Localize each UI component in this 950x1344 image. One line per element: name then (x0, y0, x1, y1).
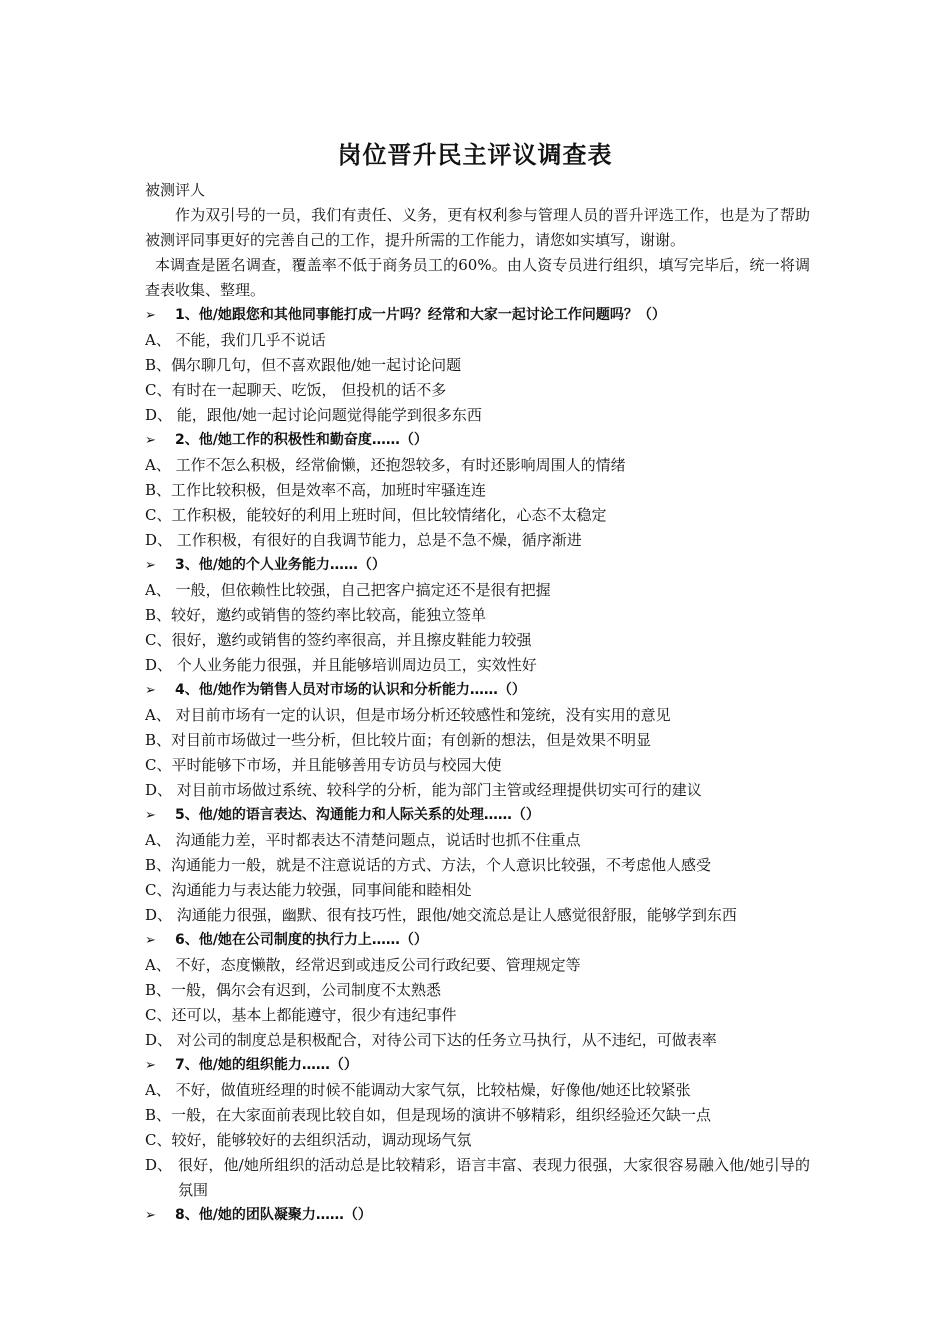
question-2 (145, 428, 810, 453)
page-title: 岗位晋升民主评议调查表 (337, 141, 613, 169)
subject-label: 被测评人 (145, 181, 206, 199)
option: B、一般，偶尔会有迟到，公司制度不太熟悉 (145, 981, 442, 999)
option: A、 一般，但依赖性比较强，自己把客户搞定还不是很有把握 (145, 581, 551, 599)
question-text: 1、他/她跟您和其他同事能打成一片吗？经常和大家一起讨论工作问题吗？（） (175, 307, 666, 323)
arrow-bullet-icon: ➢ (145, 558, 156, 573)
question-text: 6、他/她在公司制度的执行力上……（） (175, 932, 428, 948)
option: C、较好，能够较好的去组织活动，调动现场气氛 (145, 1131, 472, 1149)
survey-content (145, 178, 810, 1228)
intro-paragraph: 作为双引号的一员，我们有责任、义务，更有权利参与管理人员的晋升评选工作，也是为了帮助被测评同事更好的完善自己的工作，提升所需的工作能力，请您如实填写，谢谢。 (145, 206, 810, 249)
question-text: 3、他/她的个人业务能力……（） (175, 557, 386, 573)
option: A、 不好，态度懒散，经常迟到或违反公司行政纪要、管理规定等 (145, 956, 581, 974)
option-text: 很好，他/她所组织的活动总是比较精彩，语言丰富、表现力很强，大家很容易融入他/她引导的氛围 (178, 1156, 810, 1199)
question-text: 2、他/她工作的积极性和勤奋度……（） (175, 432, 428, 448)
option: C、还可以，基本上都能遵守，很少有违纪事件 (145, 1006, 457, 1024)
arrow-bullet-icon: ➢ (145, 808, 156, 823)
option: C、平时能够下市场，并且能够善用专访员与校园大使 (145, 756, 502, 774)
option: B、对目前市场做过一些分析，但比较片面；有创新的想法，但是效果不明显 (145, 731, 652, 749)
option: B、偶尔聊几句，但不喜欢跟他/她一起讨论问题 (145, 356, 462, 374)
option: D、 个人业务能力很强，并且能够培训周边员工，实效性好 (145, 656, 537, 674)
question-5 (145, 803, 810, 828)
question-7 (145, 1053, 810, 1078)
option: D、 对公司的制度总是积极配合，对待公司下达的任务立马执行，从不违纪，可做表率 (145, 1031, 717, 1049)
question-3 (145, 553, 810, 578)
intro-paragraph: 本调查是匿名调查，覆盖率不低于商务员工的60%。由人资专员进行组织，填写完毕后，统一将调查表收集、整理。 (145, 256, 810, 299)
option: C、很好，邀约或销售的签约率很高，并且擦皮鞋能力较强 (145, 631, 532, 649)
question-6 (145, 928, 810, 953)
question-text: 5、他/她的语言表达、沟通能力和人际关系的处理……（） (175, 807, 540, 823)
option: C、沟通能力与表达能力较强，同事间能和睦相处 (145, 881, 472, 899)
question-text: 8、他/她的团队凝聚力……（） (175, 1207, 372, 1223)
option: B、一般，在大家面前表现比较自如，但是现场的演讲不够精彩，组织经验还欠缺一点 (145, 1106, 712, 1124)
option: C、工作积极，能较好的利用上班时间，但比较情绪化，心态不太稳定 (145, 506, 607, 524)
option-prefix: D、 (145, 1156, 173, 1174)
question-text: 4、他/她作为销售人员对市场的认识和分析能力……（） (175, 682, 526, 698)
question-1 (145, 303, 810, 328)
question-text: 7、他/她的组织能力……（） (175, 1057, 358, 1073)
arrow-bullet-icon: ➢ (145, 683, 156, 698)
option: A、 不好，做值班经理的时候不能调动大家气氛，比较枯燥，好像他/她还比较紧张 (145, 1081, 691, 1099)
option: D、 沟通能力很强，幽默、很有技巧性，跟他/她交流总是让人感觉很舒服，能够学到东西 (145, 906, 737, 924)
option: B、沟通能力一般，就是不注意说话的方式、方法，个人意识比较强，不考虑他人感受 (145, 856, 712, 874)
option: D、 工作积极，有很好的自我调节能力，总是不急不燥，循序渐进 (145, 531, 582, 549)
question-4 (145, 678, 810, 703)
arrow-bullet-icon: ➢ (145, 308, 156, 323)
option: C、有时在一起聊天、吃饭， 但投机的话不多 (145, 381, 447, 399)
option-wrapped (145, 1153, 810, 1203)
arrow-bullet-icon: ➢ (145, 433, 156, 448)
option: B、工作比较积极，但是效率不高，加班时牢骚连连 (145, 481, 487, 499)
arrow-bullet-icon: ➢ (145, 933, 156, 948)
option: D、 能，跟他/她一起讨论问题觉得能学到很多东西 (145, 406, 482, 424)
option: A、 不能，我们几乎不说话 (145, 331, 326, 349)
question-8 (145, 1203, 810, 1228)
option: D、 对目前市场做过系统、较科学的分析，能为部门主管或经理提供切实可行的建议 (145, 781, 702, 799)
arrow-bullet-icon: ➢ (145, 1208, 156, 1223)
option: A、 沟通能力差，平时都表达不清楚问题点，说话时也抓不住重点 (145, 831, 581, 849)
option: A、 工作不怎么积极，经常偷懒，还抱怨较多，有时还影响周围人的情绪 (145, 456, 626, 474)
option: B、较好，邀约或销售的签约率比较高，能独立签单 (145, 606, 487, 624)
arrow-bullet-icon: ➢ (145, 1058, 156, 1073)
option: A、 对目前市场有一定的认识，但是市场分析还较感性和笼统，没有实用的意见 (145, 706, 671, 724)
